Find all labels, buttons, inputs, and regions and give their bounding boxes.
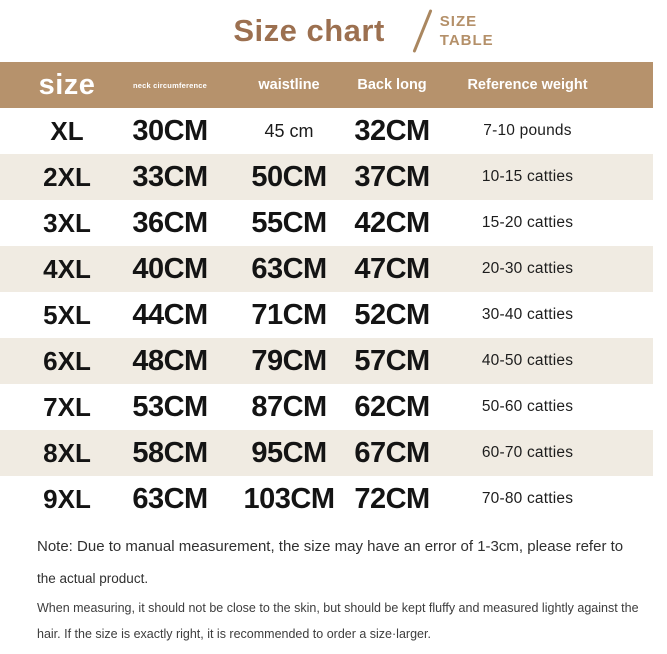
cell-neck-circumference: 30CM [132,114,208,147]
cell-size: 4XL [43,253,91,284]
cell-waistline: 45 cm [264,120,314,141]
table-row [0,476,653,522]
cell-size: 8XL [43,437,91,468]
cell-size: 7XL [43,391,91,422]
cell-size: 2XL [43,161,91,192]
cell-size: 5XL [43,299,91,330]
cell-waistline: 95CM [251,436,327,469]
page-header [30,0,667,62]
column-header-size: size [38,68,96,101]
note-line: Note: Due to manual measurement, the size may have an error of 1-3cm, please refer to [37,538,624,555]
cell-reference-weight: 60-70 catties [481,444,574,461]
cell-back-long: 67CM [354,436,430,469]
slash-divider [412,9,432,53]
table-row [0,154,653,200]
cell-back-long: 52CM [354,298,430,331]
cell-waistline: 87CM [251,390,327,423]
cell-reference-weight: 15-20 catties [481,214,574,231]
cell-neck-circumference: 58CM [132,436,208,469]
cell-back-long: 32CM [354,114,430,147]
column-header-neck-circumference: neck circumference [132,80,208,90]
cell-neck-circumference: 48CM [132,344,208,377]
cell-waistline: 55CM [251,206,327,239]
cell-reference-weight: 40-50 catties [481,352,574,369]
cell-reference-weight: 30-40 catties [481,306,574,323]
cell-reference-weight: 50-60 catties [481,398,574,415]
cell-back-long: 57CM [354,344,430,377]
cell-neck-circumference: 53CM [132,390,208,423]
note-line: hair. If the size is exactly right, it is recommended to order a size·larger. [37,627,431,641]
cell-neck-circumference: 44CM [132,298,208,331]
column-header-back-long: Back long [357,77,427,93]
page-title: Size chart [233,13,385,48]
cell-neck-circumference: 36CM [132,206,208,239]
note-line: When measuring, it should not be close to the skin, but should be kept fluffy and measured lightly against the [37,601,639,615]
cell-reference-weight: 10-15 catties [481,168,574,185]
table-header-row [0,62,653,108]
cell-waistline: 79CM [251,344,327,377]
cell-neck-circumference: 40CM [132,252,208,285]
cell-reference-weight: 20-30 catties [481,260,574,277]
cell-waistline: 103CM [243,482,335,515]
cell-waistline: 71CM [251,298,327,331]
cell-back-long: 37CM [354,160,430,193]
table-row [0,292,653,338]
page-subtitle [440,12,494,50]
cell-size: 6XL [43,345,91,376]
cell-back-long: 47CM [354,252,430,285]
cell-waistline: 63CM [251,252,327,285]
cell-neck-circumference: 33CM [132,160,208,193]
cell-back-long: 72CM [354,482,430,515]
table-row [0,338,653,384]
table-body [0,108,653,522]
cell-reference-weight: 7-10 pounds [483,122,572,139]
table-row [0,246,653,292]
column-header-reference-weight: Reference weight [467,77,588,93]
table-row [0,384,653,430]
cell-size: 9XL [43,483,91,514]
note-line: the actual product. [37,571,149,586]
table-row [0,108,653,154]
column-header-waistline: waistline [258,77,320,93]
table-row [0,430,653,476]
size-table [0,62,653,522]
cell-size: XL [50,115,84,146]
notes-section [0,522,667,641]
cell-neck-circumference: 63CM [132,482,208,515]
table-row [0,200,653,246]
page-subtitle-line2: TABLE [439,32,494,49]
page-subtitle-line1: SIZE [439,13,478,30]
cell-back-long: 42CM [354,206,430,239]
cell-waistline: 50CM [251,160,327,193]
cell-reference-weight: 70-80 catties [481,490,574,507]
cell-size: 3XL [43,207,91,238]
cell-back-long: 62CM [354,390,430,423]
